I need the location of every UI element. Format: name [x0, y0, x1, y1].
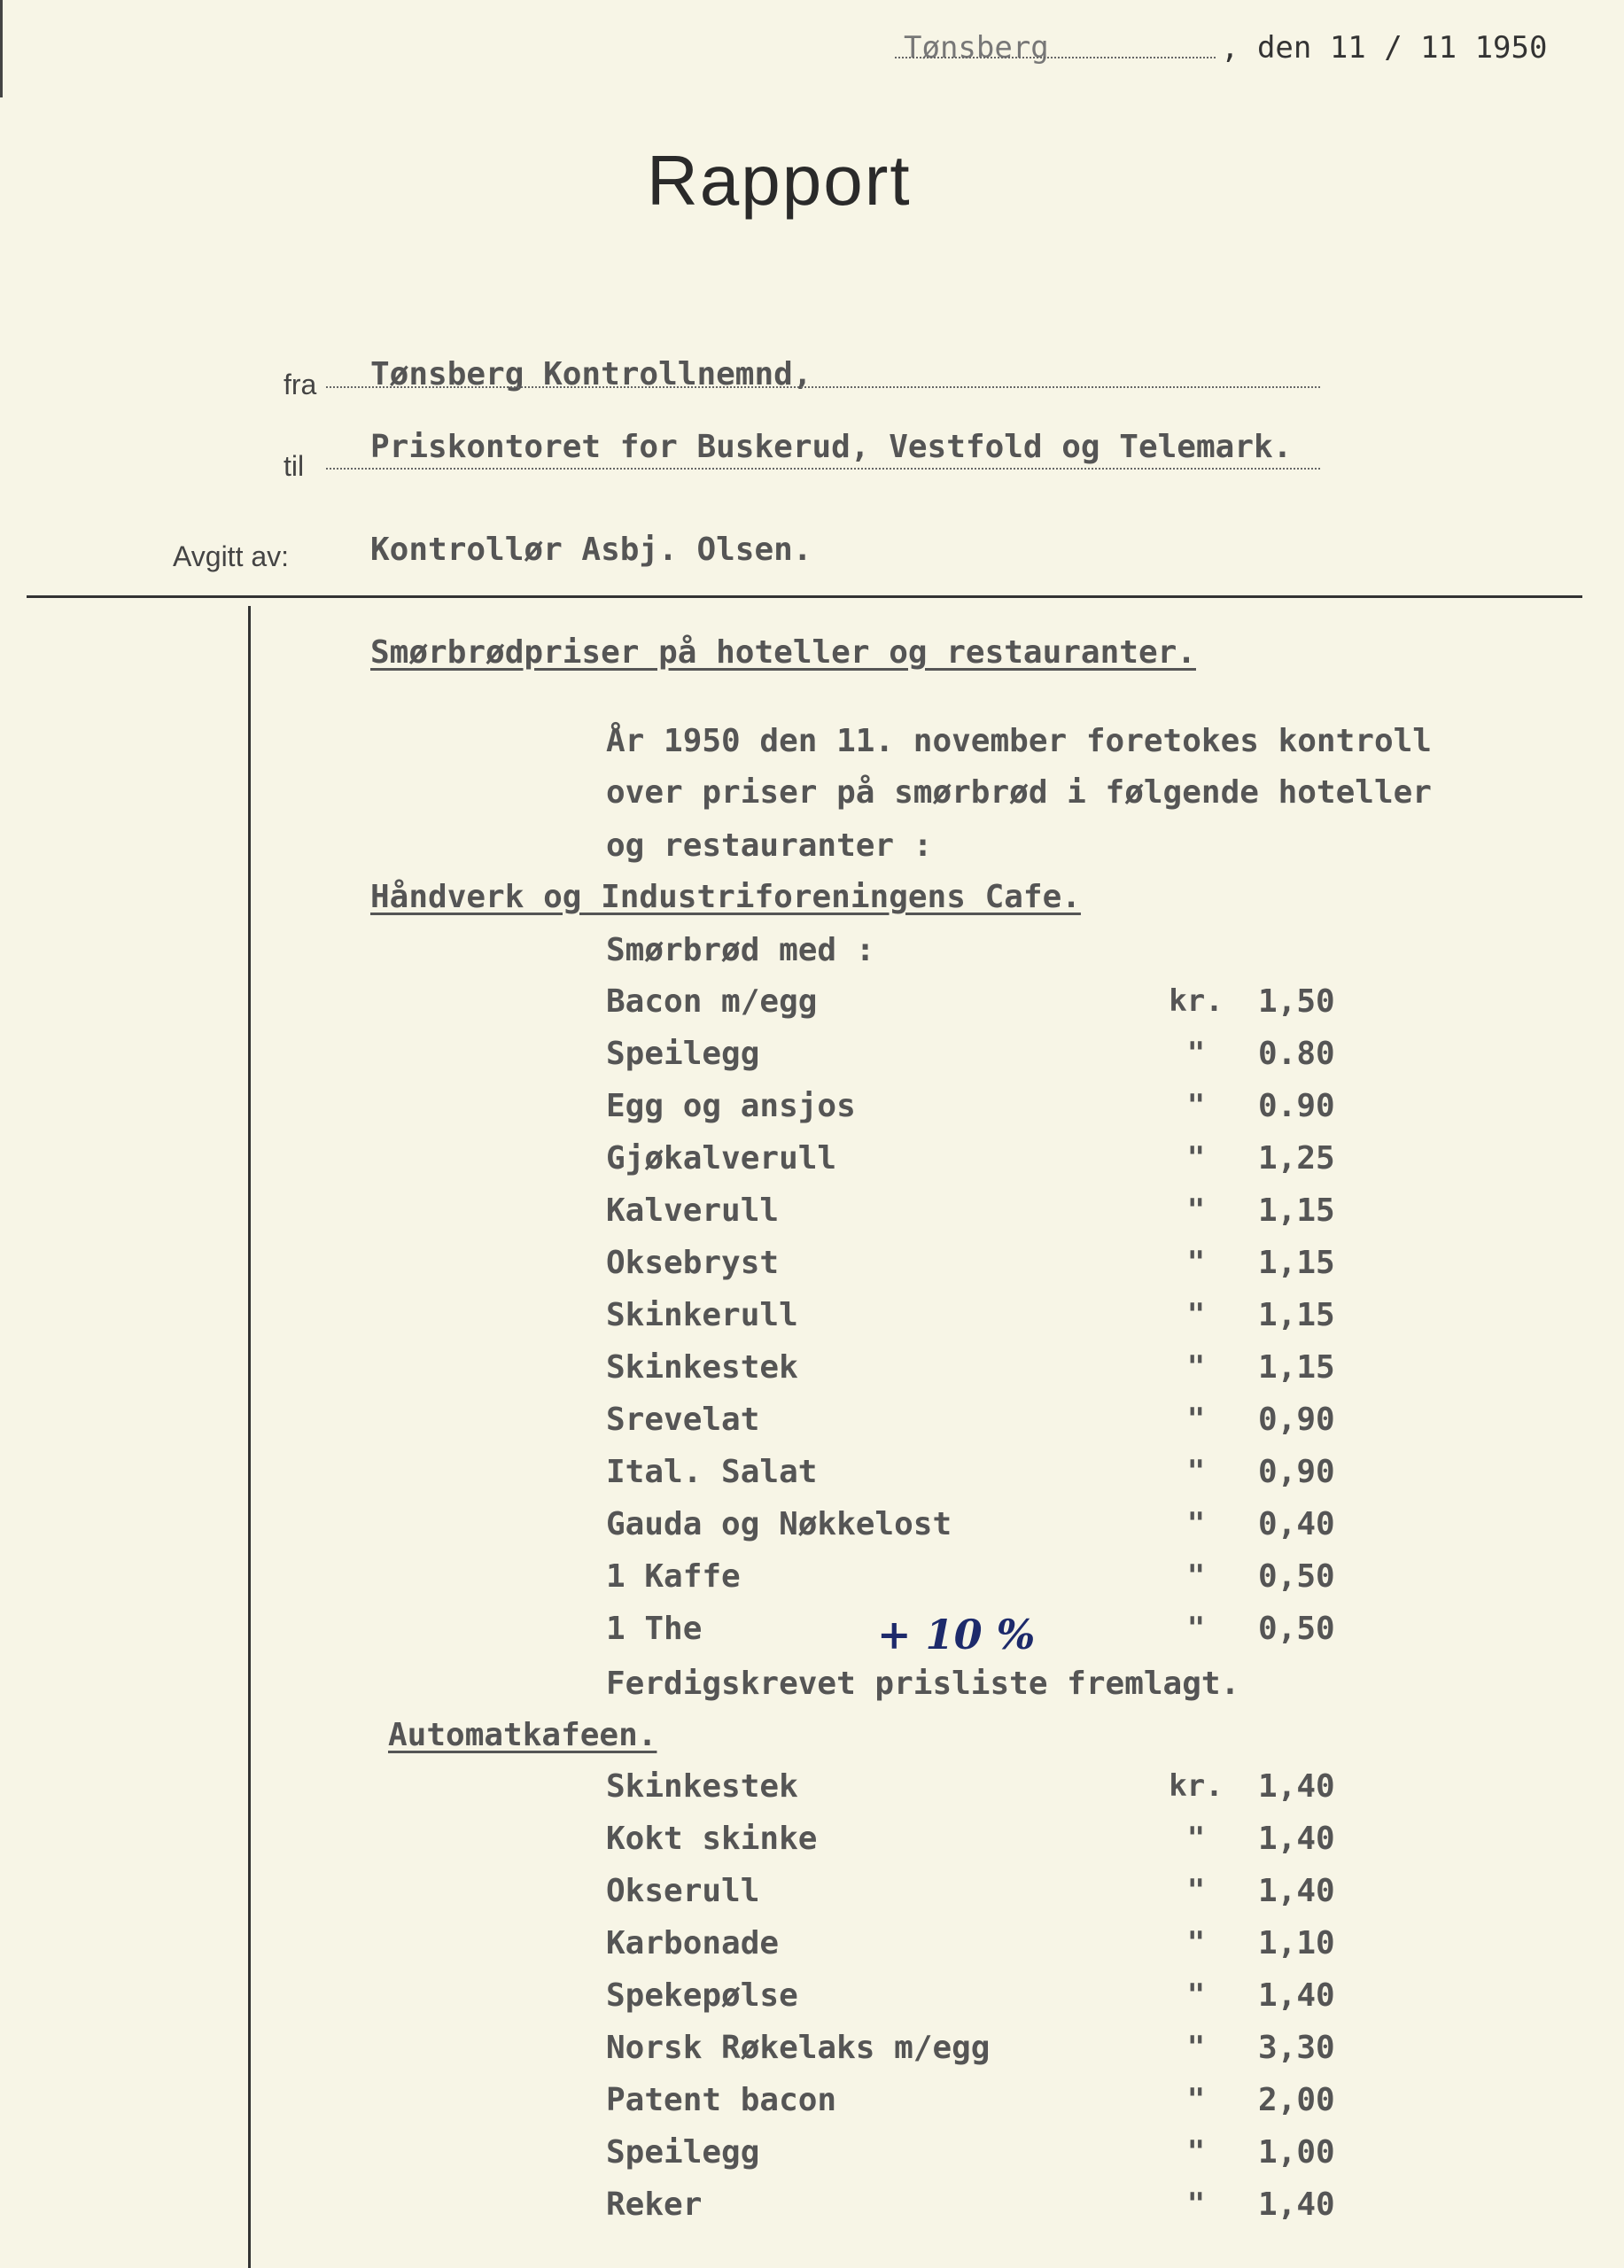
intro-line: og restauranter : [606, 827, 933, 864]
item-name: Egg og ansjos [606, 1088, 856, 1124]
item-unit: " [1186, 2082, 1206, 2117]
item-unit: " [1186, 1036, 1206, 1071]
item-name: Srevelat [606, 1402, 760, 1438]
issued-by-label: Avgitt av: [173, 540, 290, 572]
item-name: Bacon m/egg [606, 983, 818, 1020]
item-name: Speilegg [606, 1036, 760, 1072]
horizontal-rule [27, 595, 1582, 598]
handwritten-note: + 10 % [877, 1611, 1036, 1658]
item-name: Spekepølse [606, 1977, 798, 2014]
item-name: Oksebryst [606, 1245, 780, 1281]
price-row [0, 2186, 1624, 2236]
price-row [0, 1611, 1624, 1660]
item-name: Skinkestek [606, 1768, 798, 1805]
item-price: 0,90 [1258, 1454, 1335, 1490]
price-row [0, 1925, 1624, 1975]
item-unit: " [1186, 1454, 1206, 1489]
price-row [0, 1873, 1624, 1922]
item-unit: " [1186, 1611, 1206, 1646]
price-row [0, 1349, 1624, 1399]
price-row [0, 1192, 1624, 1242]
item-unit: " [1186, 2030, 1206, 2065]
item-name: Norsk Røkelaks m/egg [606, 2030, 991, 2066]
page-title: Rapport [647, 141, 912, 220]
section-title: Smørbrødpriser på hoteller og restauranter. [370, 634, 1196, 671]
item-name: Kokt skinke [606, 1821, 818, 1857]
restaurant-name: Håndverk og Industriforeningens Cafe. [370, 879, 1081, 915]
price-row [0, 1821, 1624, 1870]
item-price: 1,15 [1258, 1297, 1335, 1333]
item-price: 0.90 [1258, 1088, 1335, 1124]
item-name: Skinkestek [606, 1349, 798, 1386]
item-unit: " [1186, 1192, 1206, 1228]
item-unit: " [1186, 2186, 1206, 2222]
item-price: 0,50 [1258, 1611, 1335, 1647]
item-price: 0,50 [1258, 1558, 1335, 1595]
item-name: Ital. Salat [606, 1454, 818, 1490]
item-price: 1,40 [1258, 1768, 1335, 1805]
item-name: 1 Kaffe [606, 1558, 741, 1595]
item-name: Speilegg [606, 2134, 760, 2171]
page-edge-mark [0, 0, 15, 97]
price-row [0, 1977, 1624, 2027]
intro-line: År 1950 den 11. november foretokes kontroll [606, 723, 1432, 759]
price-row [0, 1297, 1624, 1347]
item-name: Gauda og Nøkkelost [606, 1506, 952, 1542]
item-unit: " [1186, 1088, 1206, 1123]
item-price: 0.80 [1258, 1036, 1335, 1072]
price-row [0, 1140, 1624, 1190]
price-row [0, 1558, 1624, 1608]
price-row [0, 2134, 1624, 2184]
item-price: 1,40 [1258, 1821, 1335, 1857]
item-unit: " [1186, 1558, 1206, 1594]
item-unit: " [1186, 2134, 1206, 2170]
to-value: Priskontoret for Buskerud, Vestfold og Telemark. [370, 429, 1293, 465]
item-price: 1,15 [1258, 1349, 1335, 1386]
issued-by-value: Kontrollør Asbj. Olsen. [370, 532, 812, 568]
price-row [0, 1036, 1624, 1085]
item-name: Skinkerull [606, 1297, 798, 1333]
to-dotted-line [326, 468, 1320, 470]
item-unit: " [1186, 1977, 1206, 2013]
item-name: Reker [606, 2186, 703, 2223]
item-unit: " [1186, 1245, 1206, 1280]
item-price: 1,25 [1258, 1140, 1335, 1177]
item-price: 1,50 [1258, 983, 1335, 1020]
price-row [0, 1402, 1624, 1451]
header-date: , den 11 / 11 1950 [1221, 30, 1548, 66]
item-price: 1,40 [1258, 1977, 1335, 2014]
item-unit: kr. [1169, 1768, 1224, 1804]
from-label: fra [284, 369, 317, 400]
price-row [0, 1245, 1624, 1294]
item-price: 1,10 [1258, 1925, 1335, 1961]
price-row [0, 1454, 1624, 1503]
item-name: 1 The [606, 1611, 703, 1647]
price-row [0, 2082, 1624, 2132]
price-row [0, 2030, 1624, 2079]
item-name: Okserull [606, 1873, 760, 1909]
price-row [0, 1088, 1624, 1138]
from-dotted-line [326, 386, 1320, 388]
item-name: Gjøkalverull [606, 1140, 837, 1177]
item-name: Karbonade [606, 1925, 780, 1961]
item-name: Patent bacon [606, 2082, 837, 2118]
intro-line: over priser på smørbrød i følgende hoteller [606, 774, 1432, 811]
item-unit: " [1186, 1297, 1206, 1332]
from-value: Tønsberg Kontrollnemnd, [370, 356, 812, 392]
item-unit: " [1186, 1402, 1206, 1437]
item-name: Kalverull [606, 1192, 780, 1229]
item-unit: " [1186, 1506, 1206, 1542]
item-price: 0,90 [1258, 1402, 1335, 1438]
item-unit: " [1186, 1349, 1206, 1385]
item-price: 1,15 [1258, 1245, 1335, 1281]
item-unit: " [1186, 1821, 1206, 1856]
header-place: Tønsberg [904, 30, 1049, 66]
price-row [0, 983, 1624, 1033]
item-price: 0,40 [1258, 1506, 1335, 1542]
item-price: 3,30 [1258, 2030, 1335, 2066]
item-unit: " [1186, 1873, 1206, 1908]
item-price: 2,00 [1258, 2082, 1335, 2118]
item-unit: " [1186, 1140, 1206, 1176]
item-price: 1,15 [1258, 1192, 1335, 1229]
place-dotted-line [895, 57, 1216, 58]
restaurant-subheading: Smørbrød med : [606, 932, 875, 968]
price-list-note: Ferdigskrevet prisliste fremlagt. [606, 1666, 1240, 1702]
to-label: til [284, 450, 305, 482]
restaurant-name: Automatkafeen. [388, 1717, 657, 1753]
item-price: 1,40 [1258, 1873, 1335, 1909]
item-price: 1,40 [1258, 2186, 1335, 2223]
item-price: 1,00 [1258, 2134, 1335, 2171]
price-row [0, 1506, 1624, 1556]
item-unit: " [1186, 1925, 1206, 1961]
price-row [0, 1768, 1624, 1818]
item-unit: kr. [1169, 983, 1224, 1019]
